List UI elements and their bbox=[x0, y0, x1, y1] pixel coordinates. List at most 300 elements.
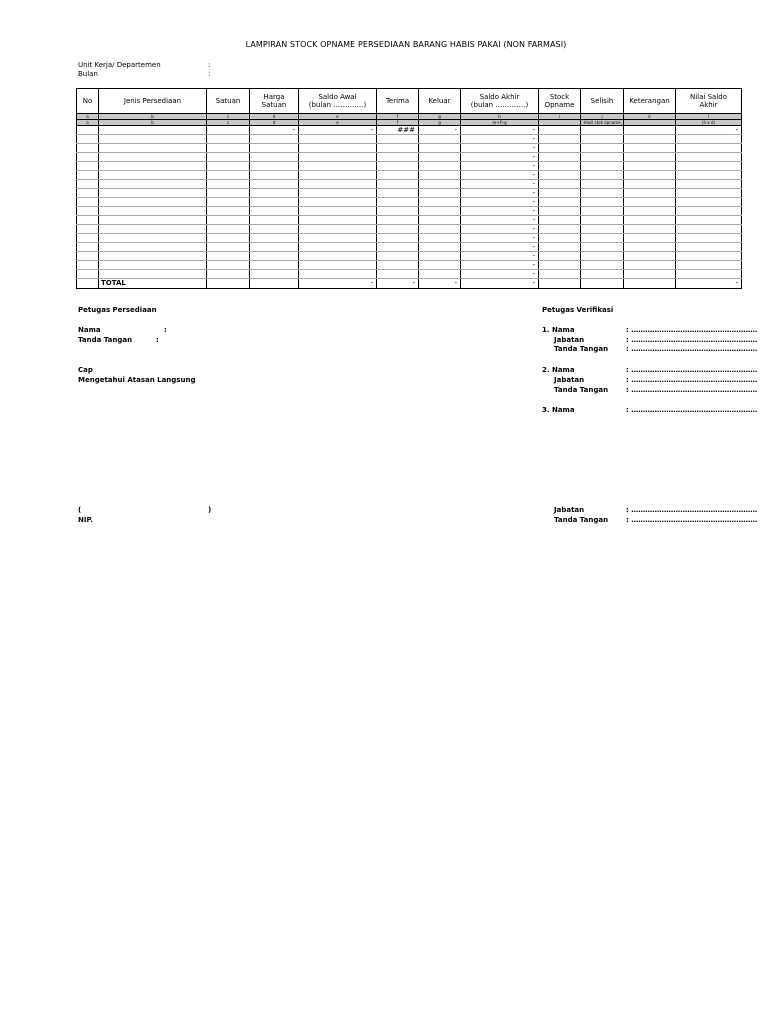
table-cell bbox=[299, 225, 377, 234]
table-row bbox=[77, 261, 742, 270]
table-cell bbox=[250, 153, 299, 162]
code-cell: c bbox=[207, 114, 250, 120]
table-cell bbox=[207, 126, 250, 135]
table-cell bbox=[676, 225, 742, 234]
table-cell bbox=[77, 252, 99, 261]
table-cell bbox=[676, 180, 742, 189]
table-cell bbox=[377, 189, 419, 198]
code-cell: f bbox=[377, 114, 419, 120]
petugas-verifikasi-label: Petugas Verifikasi bbox=[542, 306, 614, 314]
table-cell bbox=[99, 207, 207, 216]
table-cell bbox=[250, 261, 299, 270]
table-cell bbox=[207, 153, 250, 162]
code-cell: b bbox=[99, 120, 207, 126]
table-cell bbox=[419, 144, 461, 153]
table-cell bbox=[207, 270, 250, 279]
saldo-akhir-cell: - bbox=[461, 252, 539, 261]
table-cell bbox=[377, 135, 419, 144]
table-cell bbox=[99, 225, 207, 234]
total-saldo-awal: - bbox=[299, 279, 377, 289]
table-cell bbox=[676, 207, 742, 216]
table-cell bbox=[299, 261, 377, 270]
total-keluar: - bbox=[419, 279, 461, 289]
table-cell bbox=[99, 126, 207, 135]
saldo-akhir-cell: - bbox=[461, 207, 539, 216]
table-cell bbox=[624, 153, 676, 162]
table-row bbox=[77, 171, 742, 180]
col-header: Terima bbox=[377, 89, 419, 114]
table-cell bbox=[419, 189, 461, 198]
table-cell bbox=[676, 270, 742, 279]
table-cell bbox=[250, 171, 299, 180]
table-row bbox=[77, 144, 742, 153]
nama-label: Nama bbox=[78, 326, 101, 334]
table-cell bbox=[676, 198, 742, 207]
unit-kerja-colon: : bbox=[208, 61, 211, 69]
table-row bbox=[77, 225, 742, 234]
nilai-cell: - bbox=[676, 126, 742, 135]
table-cell bbox=[77, 279, 99, 289]
table-cell bbox=[250, 234, 299, 243]
table-cell bbox=[77, 153, 99, 162]
table-cell bbox=[624, 234, 676, 243]
table-cell bbox=[419, 252, 461, 261]
table-cell bbox=[99, 252, 207, 261]
table-cell bbox=[207, 261, 250, 270]
total-nilai: - bbox=[676, 279, 742, 289]
table-cell bbox=[581, 279, 624, 289]
table-cell bbox=[207, 279, 250, 289]
table-cell bbox=[99, 171, 207, 180]
table-cell bbox=[250, 180, 299, 189]
table-row bbox=[77, 126, 742, 135]
table-cell bbox=[624, 207, 676, 216]
col-header: Keluar bbox=[419, 89, 461, 114]
harga-cell: - bbox=[250, 126, 299, 135]
table-cell bbox=[581, 135, 624, 144]
table-cell bbox=[99, 144, 207, 153]
verifier-2-ttd-dots: : ……………………………………………… bbox=[626, 386, 758, 394]
table-cell bbox=[419, 261, 461, 270]
bulan-colon: : bbox=[208, 70, 211, 78]
table-cell bbox=[676, 261, 742, 270]
table-row bbox=[77, 135, 742, 144]
table-row bbox=[77, 180, 742, 189]
table-cell bbox=[624, 216, 676, 225]
table-cell bbox=[207, 198, 250, 207]
table-cell bbox=[377, 198, 419, 207]
table-cell bbox=[539, 234, 581, 243]
table-cell bbox=[676, 162, 742, 171]
table-cell bbox=[539, 243, 581, 252]
verifier-3-nama-label: 3. Nama bbox=[542, 406, 575, 414]
nama-colon: : bbox=[164, 326, 167, 334]
table-cell bbox=[299, 216, 377, 225]
table-cell bbox=[581, 180, 624, 189]
unit-kerja-label: Unit Kerja/ Departemen bbox=[78, 61, 161, 69]
table-cell bbox=[99, 270, 207, 279]
table-cell bbox=[419, 180, 461, 189]
saldo-akhir-cell: - bbox=[461, 153, 539, 162]
table-cell bbox=[77, 135, 99, 144]
table-cell bbox=[99, 153, 207, 162]
table-cell bbox=[77, 189, 99, 198]
table-cell bbox=[77, 243, 99, 252]
tanda-tangan-label: Tanda Tangan bbox=[78, 336, 133, 344]
table-cell bbox=[539, 162, 581, 171]
table-cell bbox=[377, 243, 419, 252]
table-cell bbox=[77, 234, 99, 243]
table-cell bbox=[539, 171, 581, 180]
table-cell bbox=[207, 216, 250, 225]
total-terima: - bbox=[377, 279, 419, 289]
table-cell bbox=[99, 135, 207, 144]
table-cell bbox=[419, 243, 461, 252]
table-row bbox=[77, 153, 742, 162]
table-cell bbox=[207, 243, 250, 252]
table-cell bbox=[581, 198, 624, 207]
table-cell bbox=[419, 234, 461, 243]
table-row bbox=[77, 270, 742, 279]
table-cell bbox=[77, 144, 99, 153]
saldo-akhir-cell: - bbox=[461, 198, 539, 207]
verifier-2-nama-dots: : ……………………………………………… bbox=[626, 366, 758, 374]
table-cell bbox=[377, 216, 419, 225]
verifier-2-nama-label: 2. Nama bbox=[542, 366, 575, 374]
verifier-3-ttd-dots: : ……………………………………………… bbox=[626, 516, 758, 524]
bulan-label: Bulan bbox=[78, 70, 98, 78]
table-cell bbox=[377, 171, 419, 180]
table-cell bbox=[676, 216, 742, 225]
verifier-1-ttd-label: Tanda Tangan bbox=[554, 345, 609, 353]
table-cell bbox=[377, 252, 419, 261]
table-cell bbox=[77, 198, 99, 207]
table-cell bbox=[581, 261, 624, 270]
table-cell bbox=[250, 135, 299, 144]
table-cell bbox=[539, 252, 581, 261]
col-header: Saldo Akhir (bulan ………….) bbox=[461, 89, 539, 114]
table-cell bbox=[299, 144, 377, 153]
table-cell bbox=[250, 225, 299, 234]
table-cell bbox=[624, 135, 676, 144]
table-cell bbox=[207, 234, 250, 243]
verifier-1-jabatan-label: Jabatan bbox=[554, 336, 585, 344]
table-cell bbox=[250, 144, 299, 153]
table-cell bbox=[676, 189, 742, 198]
header-row bbox=[77, 89, 742, 114]
table-cell bbox=[377, 153, 419, 162]
table-cell bbox=[539, 189, 581, 198]
table-cell bbox=[624, 180, 676, 189]
verifier-3-jabatan-label: Jabatan bbox=[554, 506, 585, 514]
table-cell bbox=[539, 180, 581, 189]
col-header: Harga Satuan bbox=[250, 89, 299, 114]
table-cell bbox=[676, 135, 742, 144]
table-cell bbox=[539, 216, 581, 225]
mengetahui-label: Mengetahui Atasan Langsung bbox=[78, 376, 196, 384]
table-row bbox=[77, 207, 742, 216]
table-cell bbox=[207, 252, 250, 261]
col-header: Nilai Saldo Akhir bbox=[676, 89, 742, 114]
code-cell: g bbox=[419, 120, 461, 126]
table-cell bbox=[624, 171, 676, 180]
table-cell bbox=[99, 234, 207, 243]
table-cell bbox=[624, 225, 676, 234]
table-cell bbox=[299, 270, 377, 279]
table-cell bbox=[250, 252, 299, 261]
table-cell bbox=[581, 126, 624, 135]
table-cell bbox=[377, 207, 419, 216]
code-cell: a bbox=[77, 120, 99, 126]
verifier-1-jabatan-dots: : ……………………………………………… bbox=[626, 336, 758, 344]
table-cell bbox=[539, 198, 581, 207]
table-cell bbox=[299, 252, 377, 261]
table-cell bbox=[207, 162, 250, 171]
verifier-1-ttd-dots: : ……………………………………………… bbox=[626, 345, 758, 353]
table-cell bbox=[581, 252, 624, 261]
table-cell bbox=[581, 189, 624, 198]
verifier-1-nama-dots: : ……………………………………………… bbox=[626, 326, 758, 334]
table-cell bbox=[377, 225, 419, 234]
verifier-1-nama-label: 1. Nama bbox=[542, 326, 575, 334]
code-cell: Hasil stok opname bbox=[581, 120, 624, 126]
close-paren: ) bbox=[208, 506, 212, 514]
table-cell bbox=[419, 153, 461, 162]
verifier-2-ttd-label: Tanda Tangan bbox=[554, 386, 609, 394]
table-cell bbox=[581, 234, 624, 243]
table-cell bbox=[624, 261, 676, 270]
table-cell bbox=[377, 270, 419, 279]
code-cell: b bbox=[99, 114, 207, 120]
table-cell bbox=[581, 171, 624, 180]
table-cell bbox=[99, 216, 207, 225]
table-cell bbox=[207, 144, 250, 153]
table-cell bbox=[299, 198, 377, 207]
total-row bbox=[77, 279, 742, 289]
table-cell bbox=[419, 270, 461, 279]
saldo-akhir-cell: - bbox=[461, 243, 539, 252]
code-cell: k bbox=[624, 114, 676, 120]
table-cell bbox=[299, 135, 377, 144]
table-cell bbox=[207, 171, 250, 180]
code-cell: j bbox=[581, 114, 624, 120]
table-cell bbox=[250, 279, 299, 289]
table-cell bbox=[624, 279, 676, 289]
code-cell: i bbox=[539, 114, 581, 120]
table-cell bbox=[624, 252, 676, 261]
table-cell bbox=[624, 144, 676, 153]
table-row bbox=[77, 234, 742, 243]
table-cell bbox=[77, 171, 99, 180]
code-cell: f bbox=[377, 120, 419, 126]
table-row bbox=[77, 252, 742, 261]
table-cell bbox=[250, 198, 299, 207]
table-cell bbox=[377, 261, 419, 270]
table-cell bbox=[624, 198, 676, 207]
verifier-3-nama-dots: : ……………………………………………… bbox=[626, 406, 758, 414]
table-cell bbox=[419, 162, 461, 171]
table-cell bbox=[676, 234, 742, 243]
table-cell bbox=[624, 162, 676, 171]
table-cell bbox=[377, 180, 419, 189]
table-cell bbox=[624, 270, 676, 279]
table-cell bbox=[624, 126, 676, 135]
table-cell bbox=[77, 207, 99, 216]
table-cell bbox=[676, 252, 742, 261]
open-paren: ( bbox=[78, 506, 82, 514]
table-cell bbox=[539, 279, 581, 289]
table-cell bbox=[539, 153, 581, 162]
table-cell bbox=[676, 171, 742, 180]
table-cell bbox=[539, 270, 581, 279]
table-cell bbox=[539, 135, 581, 144]
code-cell: d bbox=[250, 120, 299, 126]
table-cell bbox=[250, 270, 299, 279]
verifier-3-jabatan-dots: : ……………………………………………… bbox=[626, 506, 758, 514]
table-cell bbox=[299, 180, 377, 189]
table-cell bbox=[581, 207, 624, 216]
total-label: TOTAL bbox=[99, 279, 207, 289]
table-cell bbox=[676, 243, 742, 252]
table-cell bbox=[539, 225, 581, 234]
table-cell bbox=[99, 180, 207, 189]
table-cell bbox=[207, 225, 250, 234]
saldo-akhir-cell: - bbox=[461, 162, 539, 171]
table-cell bbox=[99, 162, 207, 171]
table-cell bbox=[419, 216, 461, 225]
table-cell bbox=[581, 162, 624, 171]
code-cell: d bbox=[250, 114, 299, 120]
saldo-akhir-cell: - bbox=[461, 261, 539, 270]
saldo-akhir-cell: - bbox=[461, 270, 539, 279]
table-cell bbox=[77, 261, 99, 270]
table-cell bbox=[77, 225, 99, 234]
saldo-akhir-cell: - bbox=[461, 126, 539, 135]
table-cell bbox=[77, 180, 99, 189]
saldo-akhir-cell: - bbox=[461, 171, 539, 180]
code-cell: l bbox=[676, 114, 742, 120]
verifier-2-jabatan-dots: : ……………………………………………… bbox=[626, 376, 758, 384]
tanda-tangan-colon: : bbox=[156, 336, 159, 344]
col-header: Keterangan bbox=[624, 89, 676, 114]
table-cell bbox=[581, 225, 624, 234]
table-row bbox=[77, 198, 742, 207]
table-cell bbox=[624, 189, 676, 198]
table-cell bbox=[299, 243, 377, 252]
keluar-cell: - bbox=[419, 126, 461, 135]
table-cell bbox=[207, 207, 250, 216]
cap-label: Cap bbox=[78, 366, 93, 374]
table-cell bbox=[77, 162, 99, 171]
code-cell: g bbox=[419, 114, 461, 120]
saldo-akhir-cell: - bbox=[461, 216, 539, 225]
code-cell: e bbox=[299, 114, 377, 120]
total-saldo-akhir: - bbox=[461, 279, 539, 289]
table-cell bbox=[419, 171, 461, 180]
page-title: LAMPIRAN STOCK OPNAME PERSEDIAAN BARANG HABIS PAKAI (NON FARMASI) bbox=[245, 40, 567, 49]
table-cell bbox=[250, 216, 299, 225]
col-header: Jenis Persediaan bbox=[99, 89, 207, 114]
verifier-2-jabatan-label: Jabatan bbox=[554, 376, 585, 384]
table-cell bbox=[250, 189, 299, 198]
table-cell bbox=[581, 243, 624, 252]
col-header: No bbox=[77, 89, 99, 114]
saldo-akhir-cell: - bbox=[461, 189, 539, 198]
table-cell bbox=[581, 153, 624, 162]
table-cell bbox=[581, 144, 624, 153]
table-cell bbox=[77, 216, 99, 225]
saldo-akhir-cell: - bbox=[461, 135, 539, 144]
table-cell bbox=[250, 207, 299, 216]
saldo-akhir-cell: - bbox=[461, 225, 539, 234]
table-cell bbox=[539, 144, 581, 153]
col-header: Selisih bbox=[581, 89, 624, 114]
table-cell bbox=[250, 243, 299, 252]
table-cell bbox=[581, 216, 624, 225]
table-cell bbox=[676, 144, 742, 153]
table-cell bbox=[624, 243, 676, 252]
table-cell bbox=[77, 270, 99, 279]
table-cell bbox=[299, 171, 377, 180]
table-cell bbox=[99, 243, 207, 252]
code-cell: a bbox=[77, 114, 99, 120]
table-cell bbox=[539, 126, 581, 135]
col-header: Satuan bbox=[207, 89, 250, 114]
table-cell bbox=[539, 207, 581, 216]
table-row bbox=[77, 162, 742, 171]
table-cell bbox=[676, 153, 742, 162]
table-cell bbox=[207, 135, 250, 144]
table-cell bbox=[299, 153, 377, 162]
saldo-akhir-cell: - bbox=[461, 144, 539, 153]
table-cell bbox=[419, 198, 461, 207]
table-cell bbox=[207, 189, 250, 198]
table-cell bbox=[377, 234, 419, 243]
table-row bbox=[77, 189, 742, 198]
table-cell bbox=[419, 207, 461, 216]
code-cell: h bbox=[461, 114, 539, 120]
code-cell: e bbox=[299, 120, 377, 126]
verifier-3-ttd-label: Tanda Tangan bbox=[554, 516, 609, 524]
code-cell: (h x d) bbox=[676, 120, 742, 126]
table-cell bbox=[299, 162, 377, 171]
table-cell bbox=[419, 135, 461, 144]
table-row bbox=[77, 243, 742, 252]
table-cell bbox=[299, 207, 377, 216]
saldo-akhir-cell: - bbox=[461, 234, 539, 243]
table-cell bbox=[377, 144, 419, 153]
table-cell bbox=[77, 126, 99, 135]
code-cell: c bbox=[207, 120, 250, 126]
col-header: Stock Opname bbox=[539, 89, 581, 114]
table-row bbox=[77, 216, 742, 225]
table-cell bbox=[99, 189, 207, 198]
stock-opname-table bbox=[76, 88, 742, 289]
table-cell bbox=[207, 180, 250, 189]
table-cell bbox=[581, 270, 624, 279]
nip-label: NIP. bbox=[78, 516, 93, 524]
code-cell: (e+f)-g bbox=[461, 120, 539, 126]
table-cell bbox=[299, 189, 377, 198]
saldo-awal-cell: - bbox=[299, 126, 377, 135]
petugas-persediaan-label: Petugas Persediaan bbox=[78, 306, 157, 314]
col-header: Saldo Awal (bulan ………….) bbox=[299, 89, 377, 114]
saldo-akhir-cell: - bbox=[461, 180, 539, 189]
table-cell bbox=[99, 261, 207, 270]
table-cell bbox=[419, 225, 461, 234]
table-cell bbox=[377, 162, 419, 171]
table-cell bbox=[250, 162, 299, 171]
